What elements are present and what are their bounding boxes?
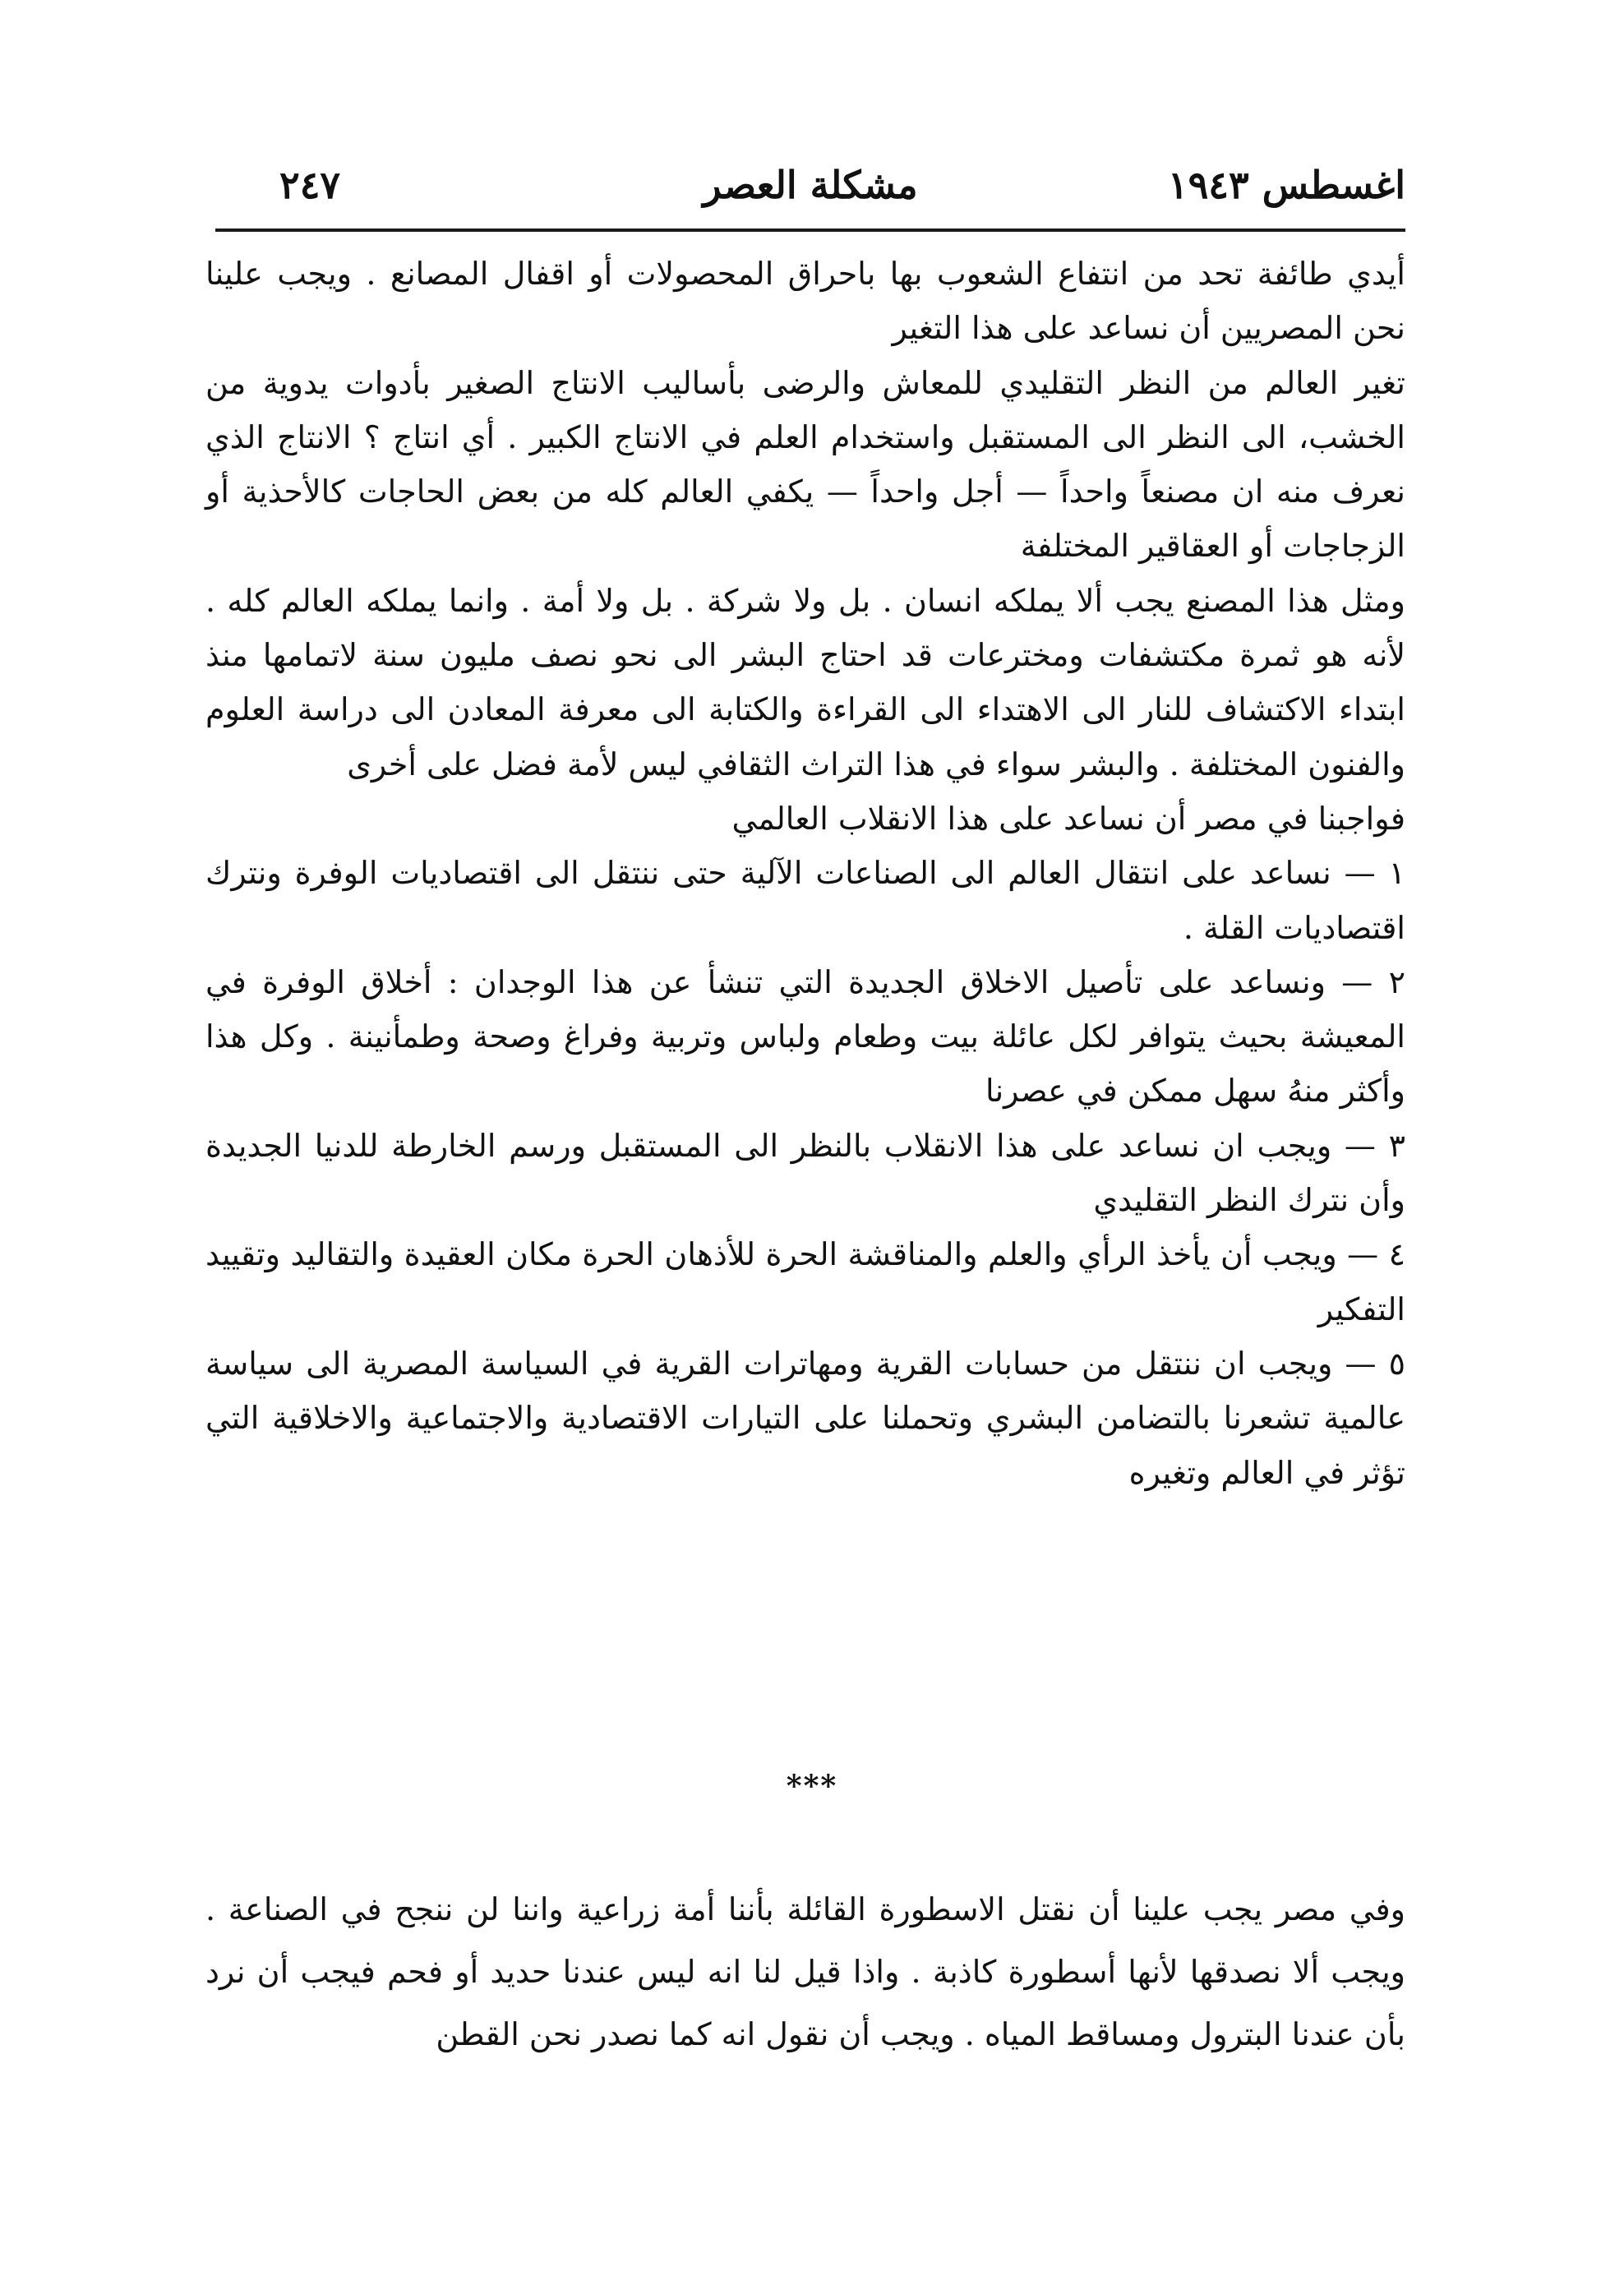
paragraph-egypt-industry: وفي مصر يجب علينا أن نقتل الاسطورة القائلة بأننا أمة زراعية واننا لن ننجح في الصناعة . ويجب ألا نصدقها لأنها أسطورة كاذبة . واذا قيل لنا انه ليس عندنا حديد أو فحم فيجب أن نرد بأن عندنا البترول ومساقط المياه . ويجب أن نقول انه كما نصدر نحن القطن [205,1891,1405,2052]
list-item-5: ٥ — ويجب ان ننتقل من حسابات القرية ومهاترات القرية في السياسة المصرية الى سياسة عالمية تشعرنا بالتضامن البشري وتحملنا على التيارات الاقتصادية والاجتماعية والاخلاقية التي تؤثر في العالم وتغيره [205,1345,1405,1491]
paragraph-our-duty: فواجبنا في مصر أن نساعد على هذا الانقلاب العالمي [731,800,1405,837]
paragraph-continuation: أيدي طائفة تحد من انتفاع الشعوب بها باحراق المحصولات أو اقفال المصانع . ويجب علينا نحن المصريين أن نساعد على هذا التغير [205,256,1405,347]
article-body [205,247,1405,1500]
closing-section [205,1878,1405,2066]
header-title: مشكلة العصر [703,163,918,207]
page-header [215,156,1405,214]
list-item-3: ٣ — ويجب ان نساعد على هذا الانقلاب بالنظر الى المستقبل ورسم الخارطة للدنيا الجديدة وأن نترك النظر التقليدي [205,1127,1405,1219]
list-item-2: ٢ — ونساعد على تأصيل الاخلاق الجديدة التي تنشأ عن هذا الوجدان : أخلاق الوفرة في المعيشة بحيث يتوافر لكل عائلة بيت وطعام ولباس وتربية وفراغ وصحة وطمأنينة . وكل هذا وأكثر منهُ سهل ممكن في عصرنا [205,963,1405,1110]
list-item-1: ١ — نساعد على انتقال العالم الى الصناعات الآلية حتى ننتقل الى اقتصاديات الوفرة ونترك اقتصاديات القلة . [205,855,1405,946]
section-separator: *** [786,1769,838,1803]
page-number: ٢٤٧ [279,163,341,207]
header-date: اغسطس ١٩٤٣ [1167,163,1405,207]
header-rule [215,228,1405,232]
list-item-4: ٤ — ويجب أن يأخذ الرأي والعلم والمناقشة الحرة للأذهان الحرة مكان العقيدة والتقاليد وتقييد التفكير [205,1236,1405,1327]
paragraph-world-change: تغير العالم من النظر التقليدي للمعاش والرضى بأساليب الانتاج الصغير بأدوات يدوية من الخشب، الى النظر الى المستقبل واستخدام العلم في الانتاج الكبير . أي انتاج ؟ الانتاج الذي نعرف منه ان مصنعاً واحداً — أجل واحداً — يكفي العالم كله من بعض الحاجات كالأحذية أو الزجاجات أو العقاقير المختلفة [205,364,1405,565]
paragraph-factory-ownership: ومثل هذا المصنع يجب ألا يملكه انسان . بل ولا شركة . بل ولا أمة . وانما يملكه العالم كله . لأنه هو ثمرة مكتشفات ومخترعات قد احتاج البشر الى نحو نصف مليون سنة لاتمامها منذ ابتداء الاكتشاف للنار الى الاهتداء الى القراءة والكتابة الى معرفة المعادن الى دراسة العلوم والفنون المختلفة . والبشر سواء في هذا التراث الثقافي ليس لأمة فضل على أخرى [205,582,1405,782]
